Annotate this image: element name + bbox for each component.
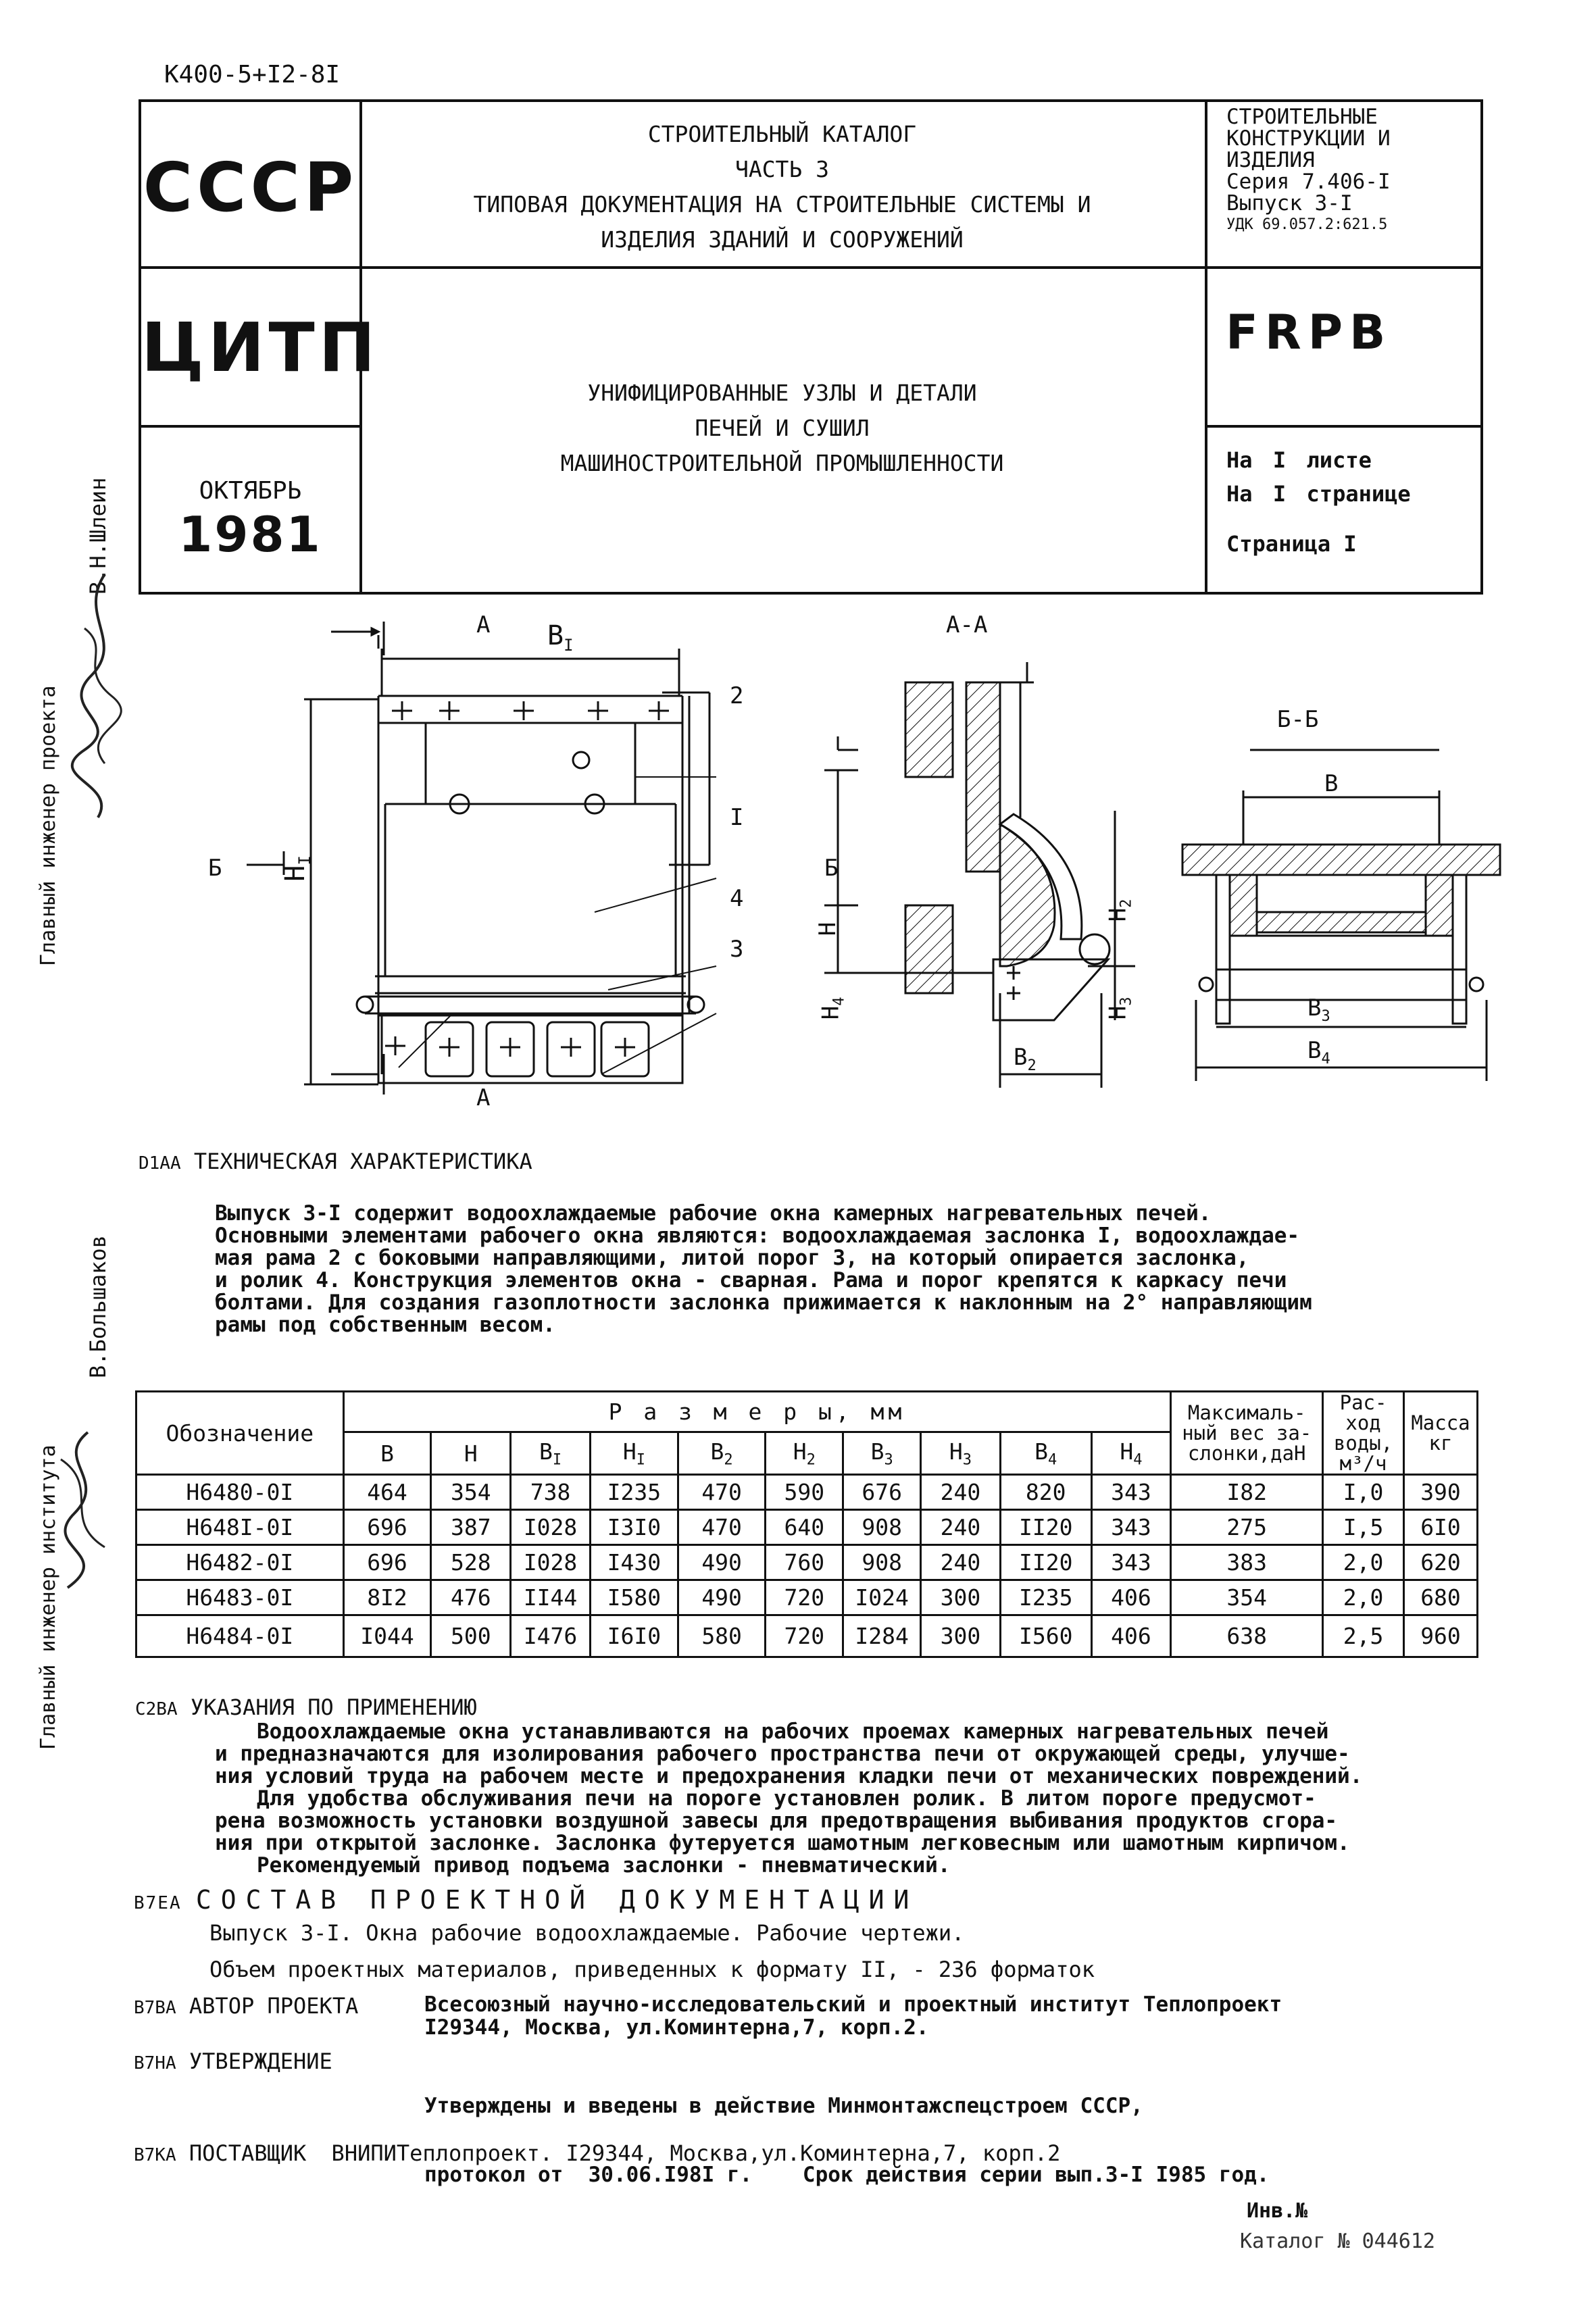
side-name-2: В.Большаков [85,1235,111,1378]
front-label-A-top: A [476,611,491,638]
callout-4: 4 [730,885,744,912]
th-sizes: Р а з м е р ы, мм [343,1392,1171,1432]
th-B4: $B_4$ [1000,1432,1091,1475]
document-code: К400-5+I2-8I [164,61,341,89]
table-row: Н6480-0I 464 354 738 I235 470 590 676 240 820 343 I82 I,0 390 [136,1475,1478,1510]
usage-text-2: и предназначаются для изолирования рабочего пространства печи от окружающей среды, улучше- ния условий труда на рабочем месте и предохранения кладки печи от механических повреждений. [215,1742,1363,1788]
th-B3: $B_3$ [843,1432,921,1475]
front-label-B: Б [208,855,222,882]
tech-heading: D1AA ТЕХНИЧЕСКАЯ ХАРАКТЕРИСТИКА [139,1149,532,1174]
th-B2: $B_2$ [678,1432,766,1475]
th-H4: $H_4$ [1091,1432,1171,1475]
table-row: Н6484-0I I044 500 I476 I6I0 580 720 I284 300 I560 406 638 2,5 960 [136,1615,1478,1657]
th-weight: Максималь-ный вес за-слонки,даН [1171,1392,1323,1475]
composition-heading: B7EA СОСТАВ ПРОЕКТНОЙ ДОКУМЕНТАЦИИ [134,1885,919,1915]
sheet-info: На I листе На I странице Страница I [1226,447,1411,557]
th-H1: $H_I$ [590,1432,678,1475]
callout-3: 3 [730,936,744,963]
usage-heading: C2BA УКАЗАНИЯ ПО ПРИМЕНЕНИЮ [135,1694,477,1720]
callout-2: 2 [730,682,744,709]
aa-label-H3: $H_3$ [1104,997,1135,1020]
org-label: ЦИТП [141,308,380,387]
side-name-1: В.Н.Шлеин [85,477,111,595]
signature-1 [64,561,145,845]
tech-text: Выпуск 3-I содержит водоохлаждаемые рабочие окна камерных нагревательных печей. [215,1201,1212,1226]
front-label-H1: $H_I$ [279,855,314,882]
th-B: B [343,1432,431,1475]
usage-text-3: Для удобства обслуживания печи на пороге установлен ролик. В литом пороге предусмот- [257,1786,1316,1811]
section-BB-label: Б-Б [1277,706,1319,733]
catalog-title: СТРОИТЕЛЬНЫЙ КАТАЛОГ ЧАСТЬ 3 ТИПОВАЯ ДОКУМЕНТАЦИЯ НА СТРОИТЕЛЬНЫЕ СИСТЕМЫ И ИЗДЕЛИЯ ЗДАНИЙ И СООРУЖЕНИЙ [473,121,1091,253]
side-stamp-institute: Главный инженер института [36,1444,60,1750]
signature-2 [41,1419,128,1621]
aa-label-B2: $B_2$ [1014,1044,1037,1074]
table-row: Н6483-0I 8I2 476 II44 I580 490 720 I024 300 I235 406 354 2,0 680 [136,1580,1478,1615]
catalog-number: Каталог № 044612 [1240,2230,1435,2253]
composition-line-2: Объем проектных материалов, приведенных к формату II, - 236 форматок [209,1957,1095,1982]
bb-label-B3: $B_3$ [1307,995,1330,1025]
front-label-A-bottom: A [476,1084,491,1111]
approval-text: Утверждены и введены в действие Минмонтажспецстроем СССР, протокол от 30.06.I98I г. Срок действия серии вып.3-I I985 год. [424,2094,1270,2187]
th-H2: $H_2$ [766,1432,843,1475]
catalog-code: FRPB [1226,305,1393,360]
tech-text-2: Основными элементами рабочего окна являются: водоохлаждаемая заслонка I, водоохлаждае- мая рама 2 с боковыми направляющими, литой порог 3, на который опирается заслонка, и ролик 4. Конструкция элементов окна - сварная. Рама и порог крепятся к каркасу печи болтами. Для создания газоплотности заслонка прижимается к наклонным на 2° направляющим рамы под собственным весом. [215,1224,1312,1337]
aa-label-H: H [814,922,842,936]
th-designation: Обозначение [136,1392,344,1475]
side-stamp-project: Главный инженер проекта [36,685,60,966]
front-view-drawing [196,608,723,1122]
country-label: СССР [143,148,358,227]
usage-text-5: Рекомендуемый привод подъема заслонки - пневматический. [257,1853,951,1878]
section-BB-drawing [1169,743,1520,1108]
document-title: УНИФИЦИРОВАННЫЕ УЗЛЫ И ДЕТАЛИ ПЕЧЕЙ И СУШИЛ МАШИНОСТРОИТЕЛЬНОЙ ПРОМЫШЛЕННОСТИ [560,380,1004,476]
th-B1: $B_I$ [511,1432,591,1475]
th-H: H [431,1432,511,1475]
month-label: ОКТЯБРЬ [199,477,302,505]
section-AA-drawing [797,642,1162,1101]
th-mass: Масса кг [1403,1392,1477,1475]
aa-label-H4: $H_4$ [817,997,848,1020]
callout-1: I [730,804,744,831]
table-row: Н6482-0I 696 528 I028 I430 490 760 908 240 II20 343 383 2,0 620 [136,1545,1478,1580]
title-block [139,99,1483,595]
series-block: СТРОИТЕЛЬНЫЕ КОНСТРУКЦИИ И ИЗДЕЛИЯ Серия 7.406-I Выпуск 3-I УДК 69.057.2:621.5 [1226,105,1391,233]
author-heading: B7BA АВТОР ПРОЕКТА [134,1993,359,2019]
approval-heading: B7HA УТВЕРЖДЕНИЕ [134,2048,332,2074]
author-text: Всесоюзный научно-исследовательский и проектный институт Теплопроект I29344, Москва, ул.Коминтерна,7, корп.2. [424,1992,1282,2040]
usage-text-4: рена возможность установки воздушной завесы для предотвращения выбивания продуктов сгора- ния при открытой заслонке. Заслонка футеруется шамотным легковесным или шамотным кирпичом. [215,1809,1350,1855]
dimensions-table [135,1390,1478,1658]
aa-label-B: Б [824,855,839,882]
year-label: 1981 [178,506,322,563]
table-row: Н648I-0I 696 387 I028 I3I0 470 640 908 240 II20 343 275 I,5 6I0 [136,1510,1478,1545]
front-label-B1: $B_I$ [547,620,574,655]
inventory-label: Инв.№ [1247,2199,1308,2223]
section-AA-label: А-А [946,611,988,638]
supplier-heading: B7KA ПОСТАВЩИК ВНИПИТеплопроект. I29344, Москва,ул.Коминтерна,7, корп.2 [134,2140,1061,2166]
bb-label-B: B [1324,770,1339,797]
th-H3: $H_3$ [921,1432,1001,1475]
th-flow: Рас-ход воды, м³/ч [1323,1392,1404,1475]
bb-label-B4: $B_4$ [1307,1037,1330,1067]
composition-line-1: Выпуск 3-I. Окна рабочие водоохлаждаемые. Рабочие чертежи. [209,1920,965,1946]
aa-label-H2: $H_2$ [1104,899,1135,922]
usage-text-1: Водоохлаждаемые окна устанавливаются на рабочих проемах камерных нагревательных печей [257,1719,1329,1744]
